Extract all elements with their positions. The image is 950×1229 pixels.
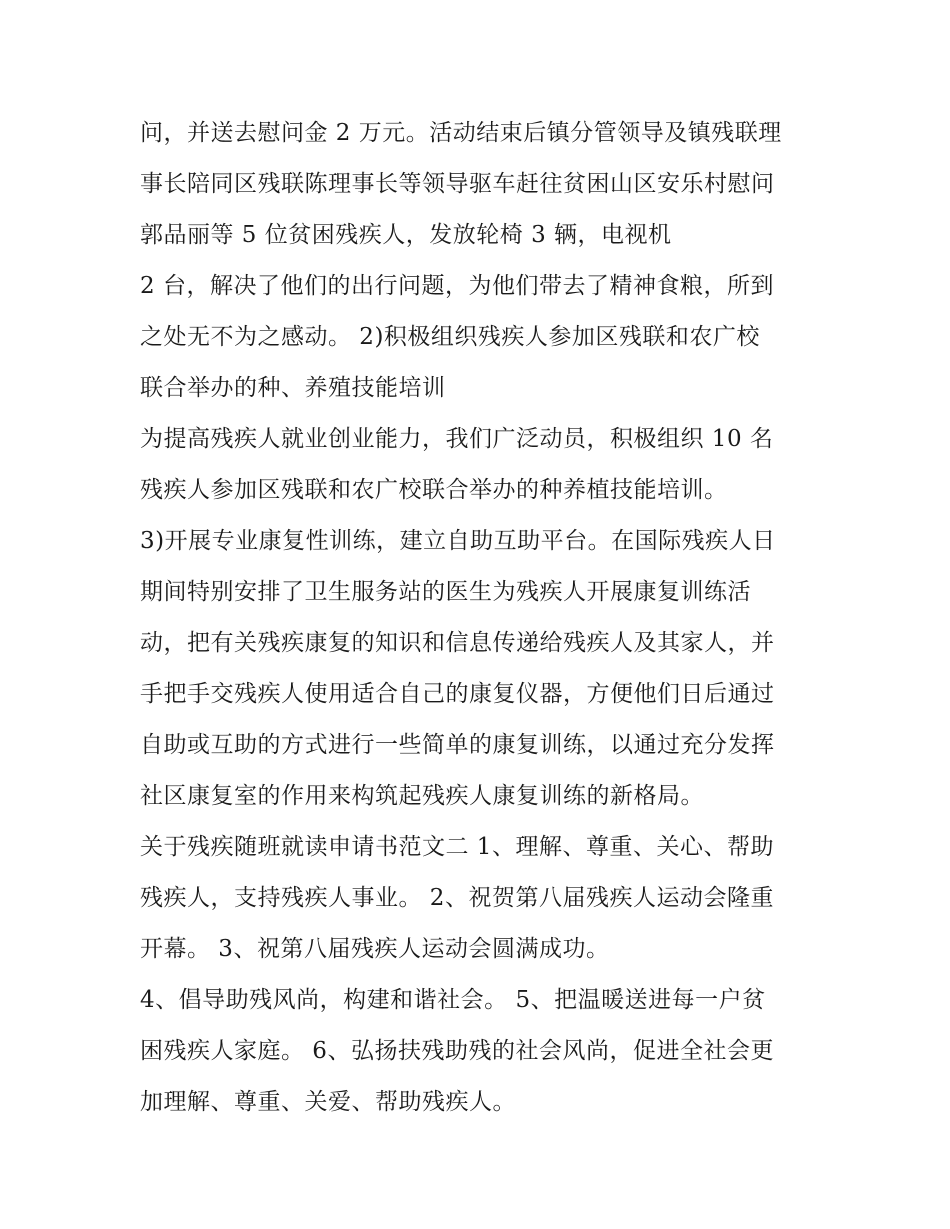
text-line: 为提高残疾人就业创业能力，我们广泛动员，积极组织 10 名 (140, 426, 774, 452)
text-line: 问，并送去慰问金 2 万元。活动结束后镇分管领导及镇残联理 (140, 120, 782, 146)
text-line: 自助或互助的方式进行一些简单的康复训练，以通过充分发挥 (140, 732, 775, 758)
text-line: 动，把有关残疾康复的知识和信息传递给残疾人及其家人，并 (140, 630, 775, 656)
text-line: 关于残疾随班就读申请书范文二 1、理解、尊重、关心、帮助 (140, 834, 774, 860)
text-line: 加理解、尊重、关爱、帮助残疾人。 (140, 1089, 516, 1115)
text-line: 事长陪同区残联陈理事长等领导驱车赶往贫困山区安乐村慰问 (140, 171, 775, 197)
text-line: 联合举办的种、养殖技能培训 (140, 375, 446, 401)
text-line: 开幕。 3、祝第八届残疾人运动会圆满成功。 (140, 936, 610, 962)
text-line: 残疾人，支持残疾人事业。 2、祝贺第八届残疾人运动会隆重 (140, 885, 774, 911)
text-line: 手把手交残疾人使用适合自己的康复仪器，方便他们日后通过 (140, 681, 775, 707)
text-line: 之处无不为之感动。 2)积极组织残疾人参加区残联和农广校 (140, 324, 760, 350)
text-line: 期间特别安排了卫生服务站的医生为残疾人开展康复训练活 (140, 579, 751, 605)
text-line: 3)开展专业康复性训练，建立自助互助平台。在国际残疾人日 (140, 528, 776, 554)
text-line: 2 台，解决了他们的出行问题，为他们带去了精神食粮，所到 (140, 273, 774, 299)
text-line: 郭品丽等 5 位贫困残疾人，发放轮椅 3 辆，电视机 (140, 222, 672, 248)
text-line: 困残疾人家庭。 6、弘扬扶残助残的社会风尚，促进全社会更 (140, 1038, 774, 1064)
text-line: 残疾人参加区残联和农广校联合举办的种养植技能培训。 (140, 477, 728, 503)
text-line: 4、倡导助残风尚，构建和谐社会。 5、把温暖送进每一户贫 (140, 987, 766, 1013)
text-line: 社区康复室的作用来构筑起残疾人康复训练的新格局。 (140, 783, 704, 809)
document-body (140, 108, 840, 1128)
